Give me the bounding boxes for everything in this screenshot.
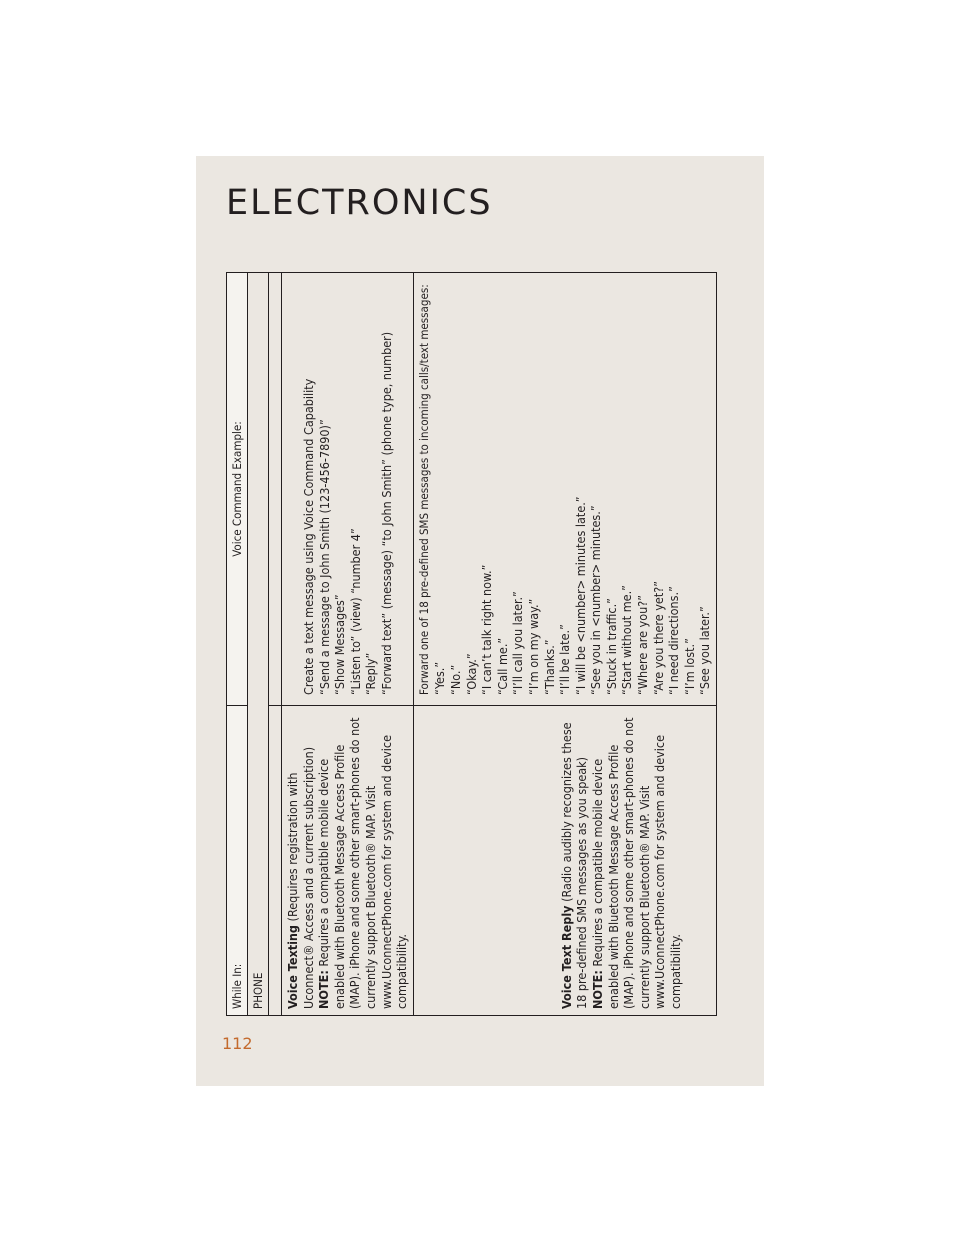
example-line: Create a text message using Voice Command Capability xyxy=(301,378,316,695)
note-text: Requires a compatible mobile device enabled with Bluetooth Message Access Profile (MAP). iPhone and some other smart-phones do not currently support Bluetooth® MAP. Visit www.UconnectPhone.com for system and device compatibility. xyxy=(316,717,410,1009)
example-line: “Are you there yet?” xyxy=(650,580,666,695)
note-line xyxy=(316,712,410,1009)
example-line: Forward one of 18 pre-defined SMS messages to incoming calls/text messages: xyxy=(416,284,431,695)
section-title: ELECTRONICS xyxy=(226,183,493,223)
example-line: “Okay.” xyxy=(463,653,479,695)
spacer-row xyxy=(269,273,282,1016)
example-line: “I can’t talk right now.” xyxy=(479,564,495,695)
feature-description: (Radio audibly recognizes these 18 pre-defined SMS messages as you speak) xyxy=(558,722,590,1009)
feature-cell-voice-text-reply xyxy=(413,706,716,1016)
example-line: “I’m lost.” xyxy=(681,638,697,695)
example-line: “I need directions.” xyxy=(666,586,682,695)
example-line: “Stuck in traffic.” xyxy=(603,598,619,695)
voice-command-table-rotated xyxy=(226,272,713,1016)
example-line: “I will be <number> minutes late.” xyxy=(572,496,588,695)
note-text: Requires a compatible mobile device enabled with Bluetooth Message Access Profile (MAP). iPhone and some other smart-phones do not currently support Bluetooth® MAP. Visit www.UconnectPhone.com for system and device compatibility. xyxy=(589,717,683,1009)
example-line: “See you in <number> minutes.” xyxy=(588,505,604,695)
note-label: NOTE: xyxy=(316,970,332,1009)
column-header-while-in: While In: xyxy=(227,706,248,1016)
feature-cell-voice-texting xyxy=(282,706,414,1016)
note-label: NOTE: xyxy=(589,970,605,1009)
example-line: “I’m on my way.” xyxy=(525,598,541,695)
note-line xyxy=(590,712,684,1009)
example-line: “See you later.” xyxy=(697,606,713,695)
examples-cell-voice-texting xyxy=(282,273,414,706)
feature-title: Voice Text Reply xyxy=(558,905,574,1009)
feature-description: (Requires registration with Uconnect® Access and a current subscription) xyxy=(285,746,316,1009)
example-line: “Thanks.” xyxy=(541,639,557,695)
column-header-voice-command-example: Voice Command Example: xyxy=(227,273,248,706)
manual-page xyxy=(196,156,764,1086)
category-phone: PHONE xyxy=(248,273,269,1016)
example-line: “Reply” xyxy=(363,652,379,695)
example-line: “I’ll be late.” xyxy=(557,624,573,695)
example-line: “Start without me.” xyxy=(619,585,635,695)
feature-title: Voice Texting xyxy=(285,925,300,1009)
table-header-row xyxy=(227,273,248,1016)
examples-cell-voice-text-reply xyxy=(413,273,716,706)
example-line: “Send a message to John Smith (123-456-7890)” xyxy=(316,419,332,695)
example-line: “Listen to” (view) “number 4” xyxy=(347,528,363,695)
example-line: “Forward text” (message) “to John Smith” (phone type, number) xyxy=(378,331,394,695)
voice-command-table xyxy=(226,272,717,1016)
table-row-voice-texting xyxy=(282,273,414,1016)
spacer-cell-left xyxy=(269,706,282,1016)
example-line: “No.” xyxy=(447,664,463,695)
category-row xyxy=(248,273,269,1016)
example-line: “Call me.” xyxy=(494,637,510,695)
table-row-voice-text-reply xyxy=(413,273,716,1016)
spacer-cell-right xyxy=(269,273,282,706)
page-number: 112 xyxy=(222,1034,253,1053)
example-line: “Where are you?” xyxy=(635,594,651,695)
example-line: “Show Messages” xyxy=(332,594,348,695)
example-line: “Yes.” xyxy=(432,661,448,695)
example-line: “I’ll call you later.” xyxy=(510,591,526,695)
voice-command-table-wrapper xyxy=(226,272,713,1016)
